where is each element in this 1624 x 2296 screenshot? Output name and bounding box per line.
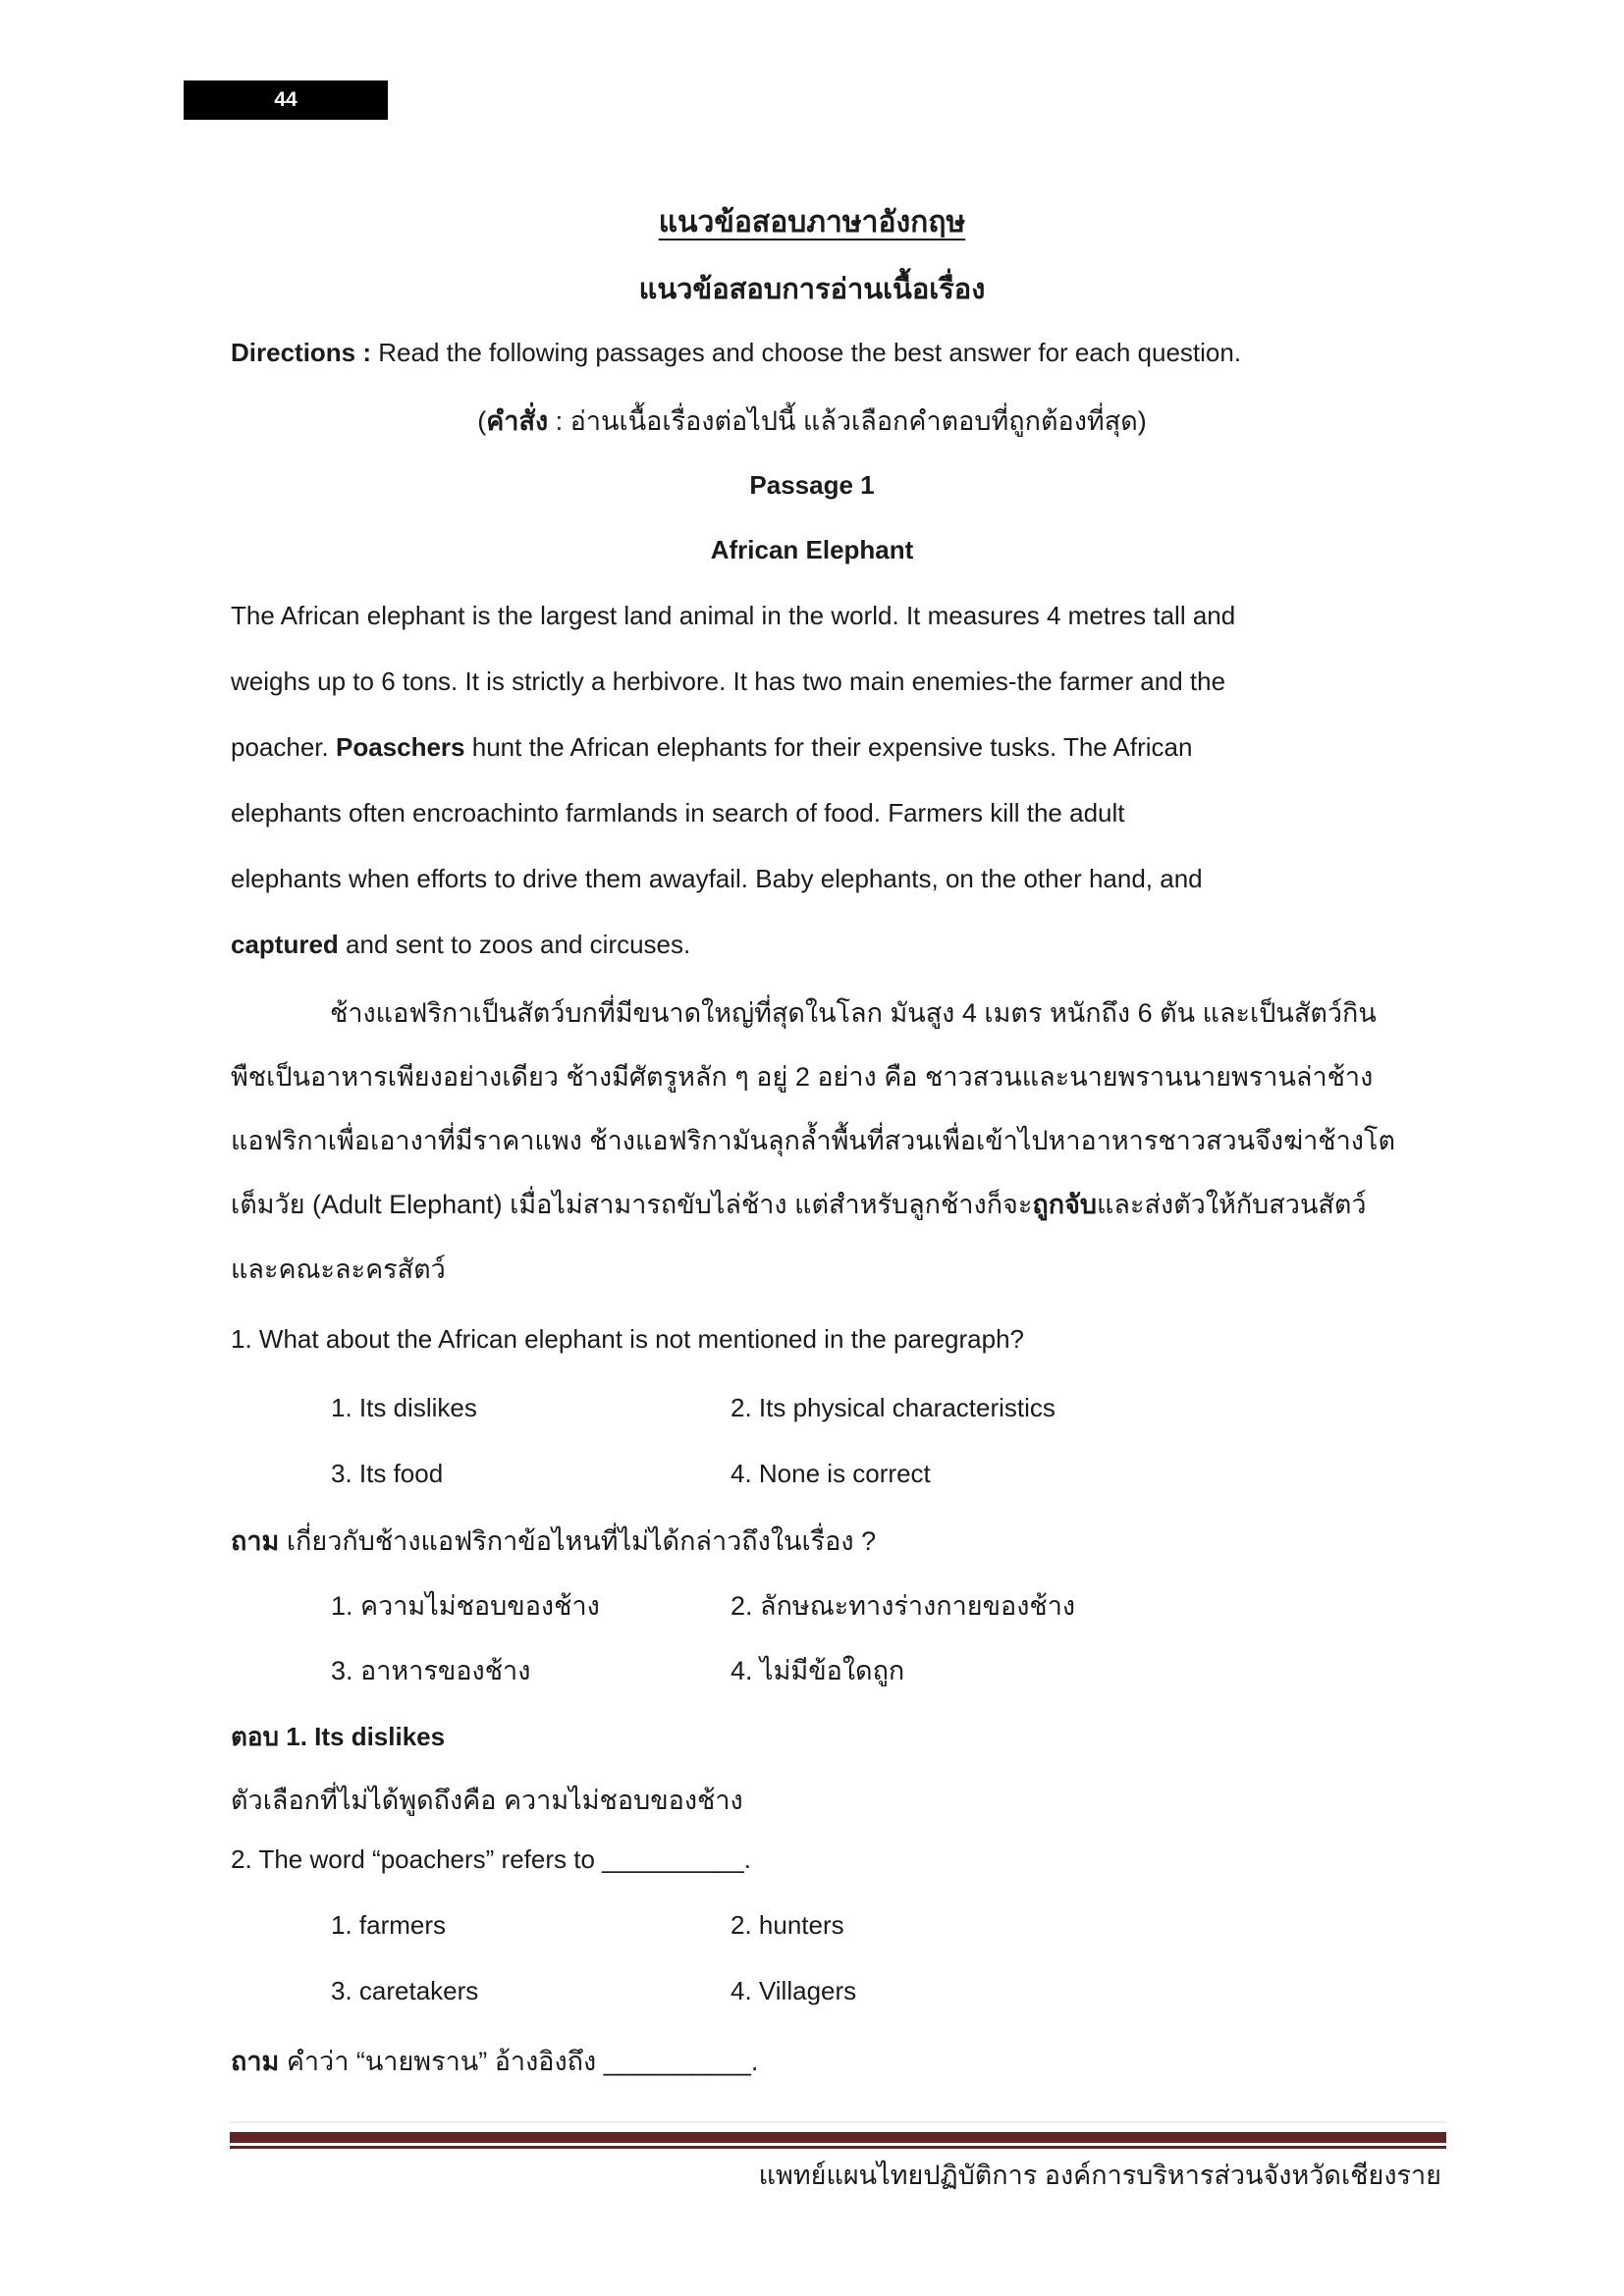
q1-choice-2: 2. Its physical characteristics <box>731 1393 1056 1422</box>
q1-choice-thai-2: 2. ลักษณะทางร่างกายของช้าง <box>731 1591 1076 1621</box>
passage-th-line: เต็มวัย (Adult Elephant) เมื่อไม่สามารถขับไล่ช้าง แต่สำหรับลูกช้างก็จะถูกจับและส่งตัวให้กับสวนสัตว์ <box>231 1190 1367 1219</box>
passage-en-line: captured and sent to zoos and circuses. <box>231 930 691 959</box>
q1-choice-3: 3. Its food <box>331 1459 444 1488</box>
q1-choice-1: 1. Its dislikes <box>331 1393 477 1422</box>
q2-choice-4: 4. Villagers <box>731 1976 857 2005</box>
q1-choice-row-1 <box>231 1393 1429 1426</box>
footer-rule-thin <box>230 2146 1446 2149</box>
exam-subtitle: แนวข้อสอบการอ่านเนื้อเรื่อง <box>638 274 986 305</box>
q1-choice-thai-1: 1. ความไม่ชอบของช้าง <box>331 1591 600 1621</box>
q2-choice-2: 2. hunters <box>731 1910 844 1940</box>
passage-en-line: elephants often encroachinto farmlands in search of food. Farmers kill the adult <box>231 798 1125 828</box>
q1-question-thai: ถาม เกี่ยวกับช้างแอฟริกาข้อไหนที่ไม่ได้กล่าวถึงในเรื่อง ? <box>231 1526 877 1556</box>
q1-explanation: ตัวเลือกที่ไม่ได้พูดถึงคือ ความไม่ชอบของช้าง <box>231 1786 743 1815</box>
q2-choice-1: 1. farmers <box>331 1910 447 1940</box>
q1-choice-thai-row-2 <box>231 1649 1429 1685</box>
q1-question: 1. What about the African elephant is not mentioned in the paregraph? <box>231 1324 1024 1354</box>
q1-choice-thai-4: 4. ไม่มีข้อใดถูก <box>731 1656 905 1685</box>
passage-en-line: The African elephant is the largest land animal in the world. It measures 4 metres tall and <box>231 601 1236 630</box>
footer-text: แพทย์แผนไทยปฏิบัติการ องค์การบริหารส่วนจังหวัดเชียงราย <box>758 2161 1441 2190</box>
passage-th-line: ช้างแอฟริกาเป็นสัตว์บกที่มีขนาดใหญ่ที่สุดในโลก มันสูง 4 เมตร หนักถึง 6 ตัน และเป็นสัตว์กิน <box>330 998 1377 1028</box>
q1-choice-thai-row-1 <box>231 1584 1429 1621</box>
q2-question: 2. The word “poachers” refers to __________. <box>231 1844 751 1874</box>
passage-en-line: poacher. Poaschers hunt the African elephants for their expensive tusks. The African <box>231 732 1193 762</box>
q2-choice-row-2 <box>231 1976 1429 2009</box>
q1-answer: ตอบ 1. Its dislikes <box>231 1722 446 1751</box>
page-number: 44 <box>274 88 298 111</box>
directions-line: Directions : Read the following passages and choose the best answer for each question. <box>231 338 1242 367</box>
passage-th-line: พืชเป็นอาหารเพียงอย่างเดียว ช้างมีศัตรูหลัก ๆ อยู่ 2 อย่าง คือ ชาวสวนและนายพรานนายพรานล่าช้าง <box>231 1062 1374 1092</box>
q1-choice-row-2 <box>231 1459 1429 1492</box>
passage-en-line: elephants when efforts to drive them awayfail. Baby elephants, on the other hand, and <box>231 864 1203 893</box>
directions-thai: (คำสั่ง : อ่านเนื้อเรื่องต่อไปนี้ แล้วเลือกคำตอบที่ถูกต้องที่สุด) <box>477 406 1147 436</box>
passage-th-line: แอฟริกาเพื่อเอางาที่มีราคาแพง ช้างแอฟริกามันลุกล้ำพื้นที่สวนเพื่อเข้าไปหาอาหารชาวสวนจึงฆ่าช้างโต <box>231 1126 1395 1155</box>
passage-en-line: weighs up to 6 tons. It is strictly a herbivore. It has two main enemies-the farmer and the <box>231 667 1226 696</box>
q2-choice-3: 3. caretakers <box>331 1976 479 2005</box>
q1-choice-4: 4. None is correct <box>731 1459 931 1488</box>
passage-th-line: และคณะละครสัตว์ <box>231 1255 446 1284</box>
passage-title: African Elephant <box>710 535 914 564</box>
q2-choice-row-1 <box>231 1910 1429 1944</box>
q1-choice-thai-3: 3. อาหารของช้าง <box>331 1656 531 1685</box>
passage-label: Passage 1 <box>749 470 875 500</box>
q2-question-thai: ถาม คำว่า “นายพราน” อ้างอิงถึง __________. <box>231 2047 759 2076</box>
footer-rule-thick <box>230 2132 1446 2143</box>
page-number-badge <box>184 80 388 120</box>
exam-title: แนวข้อสอบภาษาอังกฤษ <box>658 206 966 239</box>
footer-rule-faint <box>230 2121 1446 2123</box>
